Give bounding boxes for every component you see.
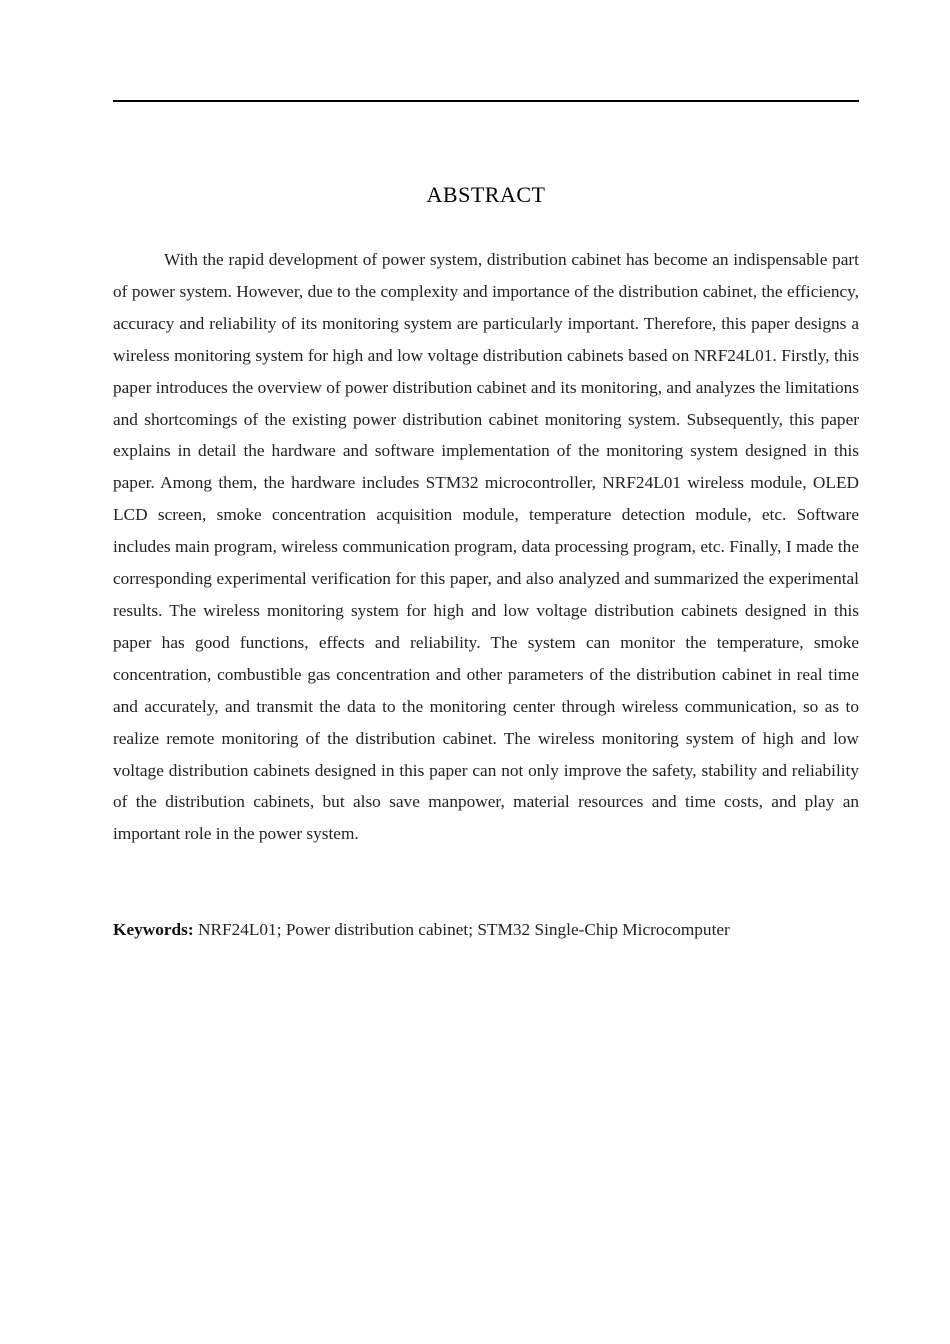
keywords-line	[113, 914, 859, 946]
abstract-title: ABSTRACT	[426, 182, 546, 207]
keywords-text: NRF24L01; Power distribution cabinet; STM32 Single-Chip Microcomputer	[193, 920, 730, 939]
abstract-body: With the rapid development of power system, distribution cabinet has become an indispensable part of power system. However, due to the complexity and importance of the distribution cabinet, the efficiency, accuracy and reliability of its monitoring system are particularly important. Therefore, this paper designs a wireless monitoring system for high and low voltage distribution cabinets based on NRF24L01. Firstly, this paper introduces the overview of power distribution cabinet and its monitoring, and analyzes the limitations and shortcomings of the existing power distribution cabinet monitoring system. Subsequently, this paper explains in detail the hardware and software implementation of the monitoring system designed in this paper. Among them, the hardware includes STM32 microcontroller, NRF24L01 wireless module, OLED LCD screen, smoke concentration acquisition module, temperature detection module, etc. Software includes main program, wireless communication program, data processing program, etc. Finally, I made the corresponding experimental verification for this paper, and also analyzed and summarized the experimental results. The wireless monitoring system for high and low voltage distribution cabinets designed in this paper has good functions, effects and reliability. The system can monitor the temperature, smoke concentration, combustible gas concentration and other parameters of the distribution cabinet in real time and accurately, and transmit the data to the monitoring center through wireless communication, so as to realize remote monitoring of the distribution cabinet. The wireless monitoring system of high and low voltage distribution cabinets designed in this paper can not only improve the safety, stability and reliability of the distribution cabinets, but also save manpower, material resources and time costs, and play an important role in the power system.	[113, 250, 859, 844]
header-rule	[113, 100, 859, 102]
keywords-label: Keywords:	[113, 920, 194, 939]
